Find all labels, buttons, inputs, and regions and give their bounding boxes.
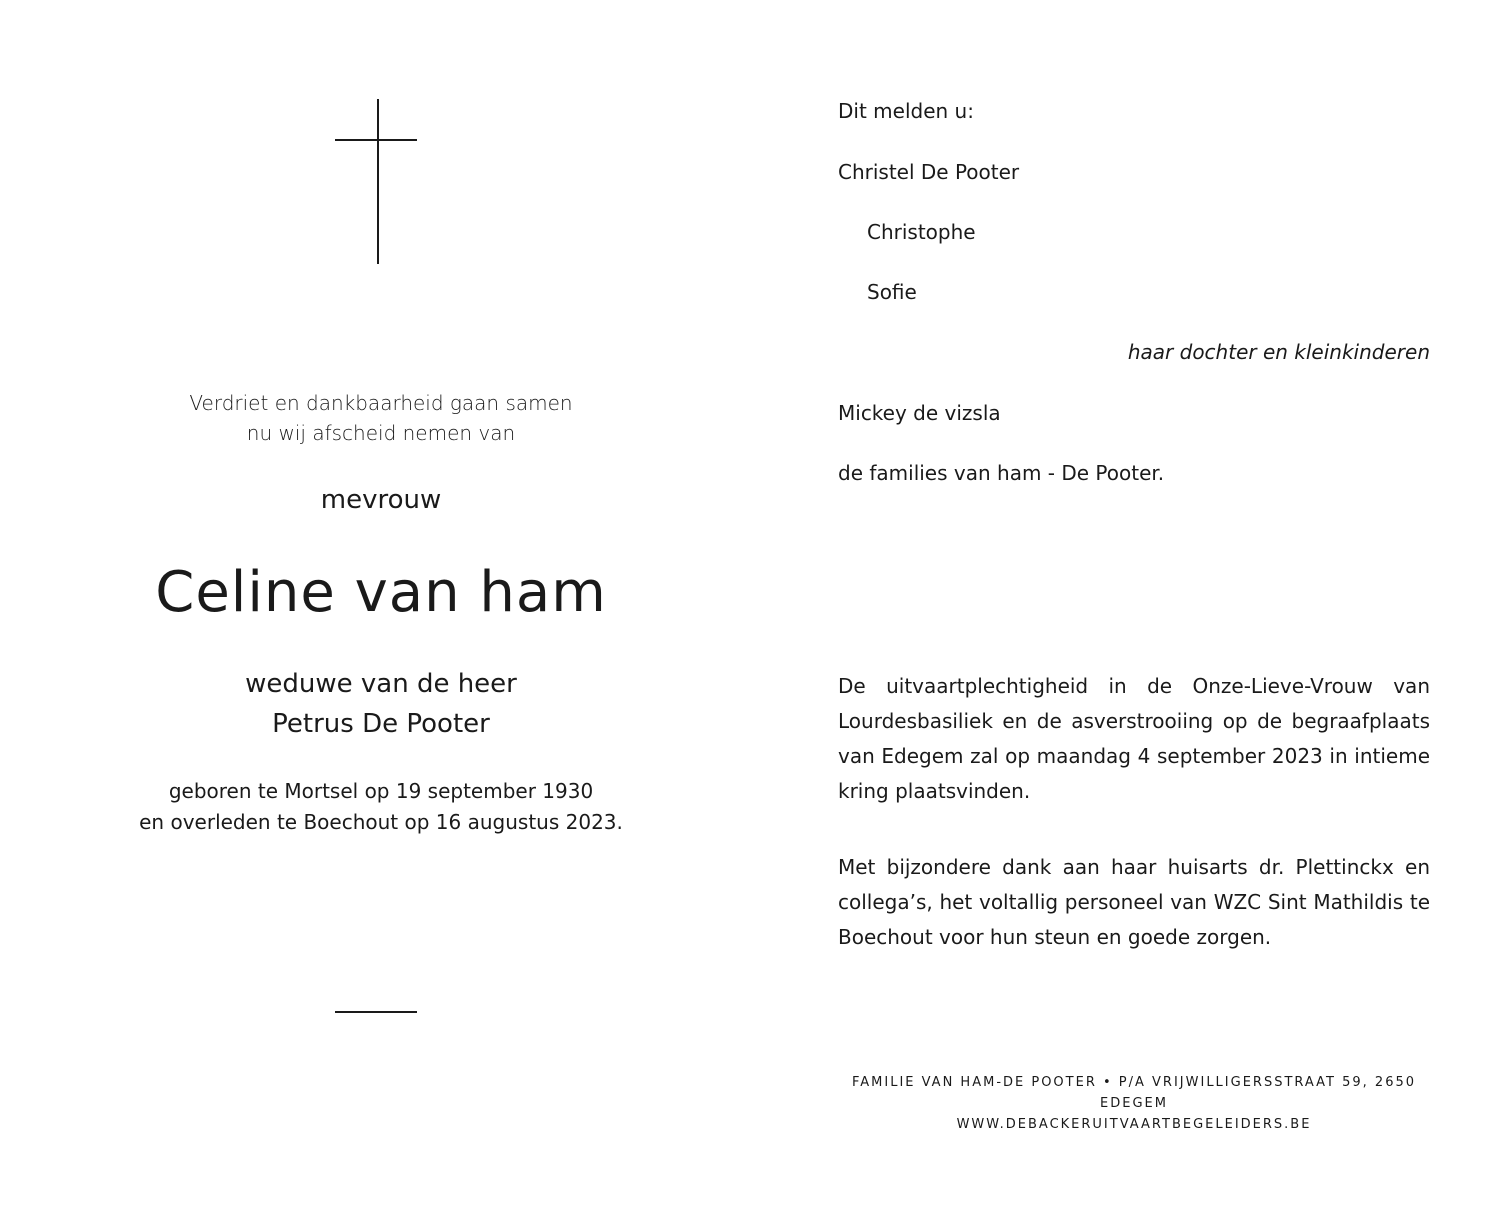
daughter-name: Christel De Pooter [838,160,1020,184]
cross-icon [335,99,417,264]
ceremony-paragraph: De uitvaartplechtigheid in de Onze-Lieve-Vrouw van Lourdesbasiliek en de asverstrooiing op de begraafplaats van Edegem zal op maandag 4 september 2023 in intieme kring plaatsvinden. [838,674,1430,803]
deceased-name: Celine van ham [155,560,607,625]
footer-address: FAMILIE VAN HAM-DE POOTER • P/A VRIJWILLIGERSSTRAAT 59, 2650 EDEGEM [851,1075,1417,1111]
life-dates [90,776,672,838]
grandchild-name: Sofie [867,280,917,304]
thanks-paragraph: Met bijzondere dank aan haar huisarts dr. Plettinckx en collega’s, het voltallig personeel van WZC Sint Mathildis te Boechout voor hun steun en goede zorgen. [838,855,1430,949]
footer-website: WWW.DEBACKERUITVAARTBEGELEIDERS.BE [956,1117,1312,1132]
death-line: en overleden te Boechout op 16 augustus 2023. [139,810,623,834]
divider-line [335,1011,417,1013]
salutation: mevrouw [320,485,442,515]
footer [838,1072,1430,1135]
announce-text: Dit melden u: [838,99,974,123]
pet-name: Mickey de vizsla [838,401,1001,425]
spouse-line: Petrus De Pooter [272,709,490,739]
intro-line: Verdriet en dankbaarheid gaan samen [189,391,573,415]
spouse-line: weduwe van de heer [245,669,517,699]
intro-line: nu wij afscheid nemen van [246,421,516,445]
families-text: de families van ham - De Pooter. [838,461,1165,485]
grandchild-name: Christophe [867,220,976,244]
relation-text: haar dochter en kleinkinderen [1127,340,1430,364]
spouse-info [90,664,672,744]
intro-text [90,388,672,448]
birth-line: geboren te Mortsel op 19 september 1930 [168,779,594,803]
